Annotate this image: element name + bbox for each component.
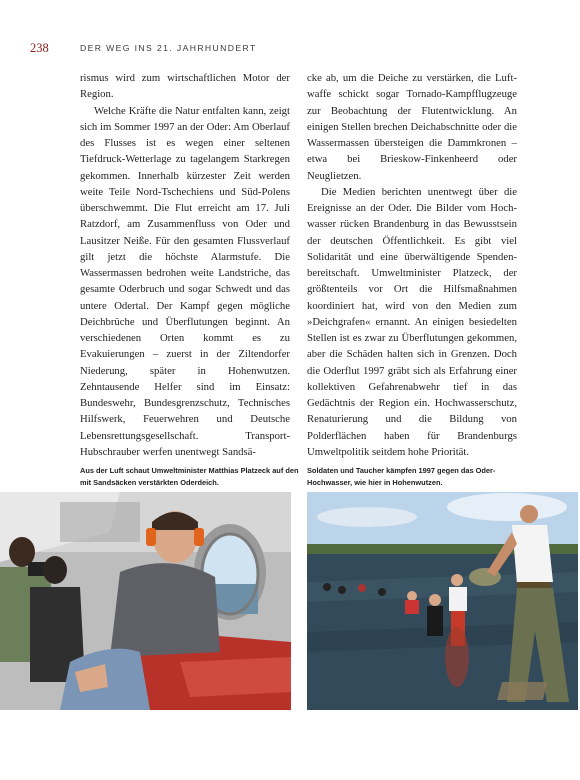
right-text-column xyxy=(307,70,517,460)
photo-caption-right: Soldaten und Taucher kämpfen 1997 gegen das Oder-Hochwasser, wie hier in Hohenwutzen. xyxy=(307,466,496,487)
page-number: 238 xyxy=(30,41,49,55)
helicopter-photo xyxy=(0,492,291,710)
helicopter-photo-illustration xyxy=(0,492,291,710)
left-text-column xyxy=(80,70,290,460)
photo-caption-left: Aus der Luft schaut Umweltminister Matthias Platzeck auf den mit Sandsäcken verstärkten Oderdeich. xyxy=(80,466,299,487)
paragraph: rismus wird zum wirtschaftlichen Motor der Region. xyxy=(80,72,290,101)
flood-photo-illustration xyxy=(307,492,578,710)
paragraph: Welche Kräfte die Natur entfalten kann, zeigt sich im Sommer 1997 an der Oder: Am Oberlauf des Flusses ist es wegen einer seltenen Tiefdruck-Wetterlage zu tagelangem Starkregen gekommen. Innerhalb kürzester Zeit werden weite Teile Nord-Tschechiens und Süd-Polens überschwemmt. Die Flut erreicht am 17. Juli Ratzdorf, am Zusammenfluss von Oder und Lausitzer Neiße. Für den gesamten Flussverlauf gilt jetzt die höchste Alarmstufe. Die Wassermassen bedrohen weite Landstriche, das gesamte Oderbruch und sogar Schwedt und das untere Odertal. Der Kampf gegen mögliche Deichbrüche und Überflutungen beginnt. An verschiedenen Orten kommt es zu Evakuierungen – zuerst in der Ziltendorfer Niederung, später in Hohenwutzen. Zehntausende Helfer sind im Einsatz: Bundeswehr, Bundesgrenzschutz, Technisches Hilfswerk, Feuerwehren und Deutsche Lebensrettungsgesellschaft. Transport-Hubschrauber werfen unentwegt Sandsä- xyxy=(80,104,290,458)
flood-photo xyxy=(307,492,578,710)
paragraph: Die Medien berichten unentwegt über die Ereignisse an der Oder. Die Bilder vom Hochwasser rücken Brandenburg in das Bewusstsein der deutschen Öffentlichkeit. Es gibt viel Solidarität und eine überwältigende Spendenbereitschaft. Umweltminister Platzeck, der größtenteils vor Ort die Hilfsmaßnahmen koordiniert hat, wird von den Medien zum »Deichgrafen« ernannt. An einigen besiedelten Stellen ist es zwar zu Überflutungen gekommen, aber die Schäden halten sich in Grenzen. Doch die Oderflut 1997 gräbt sich als Erfahrung einer kollektiven Gefahrenabwehr tief in das Gedächtnis der Region ein. Hochwasserschutz, Renaturierung und die Bildung von Polderflächen haben für Brandenburgs Umweltpolitik seitdem hohe Priorität. xyxy=(307,185,517,458)
paragraph: cke ab, um die Deiche zu verstärken, die Luftwaffe schickt sogar Tornado-Kampfflugzeuge zur Beobachtung der Flutentwicklung. An einigen Stellen brechen Deichabschnitte oder die Wassermassen übersteigen die Dammkronen – etwa bei Brieskow-Finkenheerd oder Neuglietzen. xyxy=(307,72,517,182)
running-head: DER WEG INS 21. JAHRHUNDERT xyxy=(80,43,257,53)
